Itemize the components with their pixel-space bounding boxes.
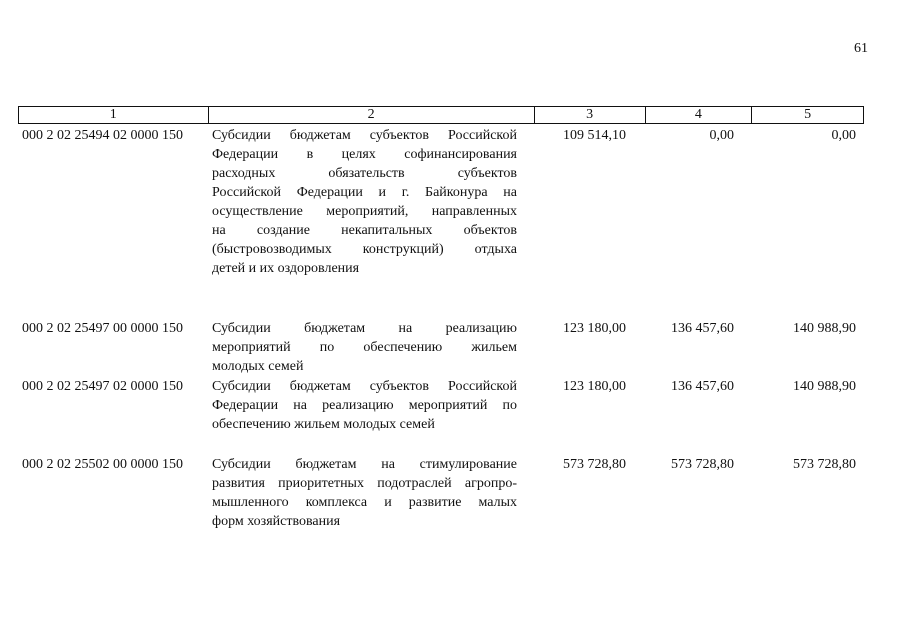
column-header-1: 1 [19, 107, 209, 123]
description-line: расходных обязательств субъектов [212, 166, 517, 181]
amount-col-3: 573 728,80 [563, 457, 626, 472]
description-line: мышленного комплекса и развитие малых [212, 495, 517, 510]
amount-col-3: 109 514,10 [563, 128, 626, 143]
amount-col-4: 136 457,60 [671, 379, 734, 394]
row-description [212, 455, 517, 531]
amount-col-5: 573 728,80 [793, 457, 856, 472]
description-line: молодых семей [212, 359, 304, 374]
description-line: Субсидии бюджетам субъектов Российской [212, 379, 517, 394]
row-description [212, 126, 517, 278]
description-line: развития приоритетных подотраслей агропро- [212, 476, 517, 491]
description-line: Федерации на реализацию мероприятий по [212, 398, 517, 413]
description-line: осуществление мероприятий, направленных [212, 204, 517, 219]
description-line: Субсидии бюджетам на реализацию [212, 321, 517, 336]
amount-col-5: 140 988,90 [793, 321, 856, 336]
description-line: форм хозяйствования [212, 514, 341, 529]
column-header-2: 2 [209, 107, 535, 123]
budget-code: 000 2 02 25502 00 0000 150 [22, 457, 183, 472]
amount-col-5: 0,00 [831, 128, 856, 143]
description-line: обеспечению жильем молодых семей [212, 417, 435, 432]
column-header-5: 5 [804, 107, 812, 122]
description-line: на создание некапитальных объектов [212, 223, 517, 238]
column-header-4: 4 [646, 107, 753, 123]
description-line: мероприятий по обеспечению жильем [212, 340, 517, 355]
amount-col-3: 123 180,00 [563, 379, 626, 394]
budget-code: 000 2 02 25497 00 0000 150 [22, 321, 183, 336]
table-header [18, 106, 864, 124]
amount-col-3: 123 180,00 [563, 321, 626, 336]
amount-col-4: 573 728,80 [671, 457, 734, 472]
amount-col-4: 136 457,60 [671, 321, 734, 336]
description-line: Субсидии бюджетам на стимулирование [212, 457, 517, 472]
column-header-3: 3 [535, 107, 646, 123]
description-line: (быстровозводимых конструкций) отдыха [212, 242, 517, 257]
budget-code: 000 2 02 25497 02 0000 150 [22, 379, 183, 394]
description-line: Российской Федерации и г. Байконура на [212, 185, 517, 200]
page-number: 61 [854, 41, 868, 56]
amount-col-5: 140 988,90 [793, 379, 856, 394]
budget-code: 000 2 02 25494 02 0000 150 [22, 128, 183, 143]
description-line: детей и их оздоровления [212, 261, 360, 276]
row-description [212, 319, 517, 376]
row-description [212, 377, 517, 434]
description-line: Субсидии бюджетам субъектов Российской [212, 128, 517, 143]
description-line: Федерации в целях софинансирования [212, 147, 517, 162]
amount-col-4: 0,00 [709, 128, 734, 143]
